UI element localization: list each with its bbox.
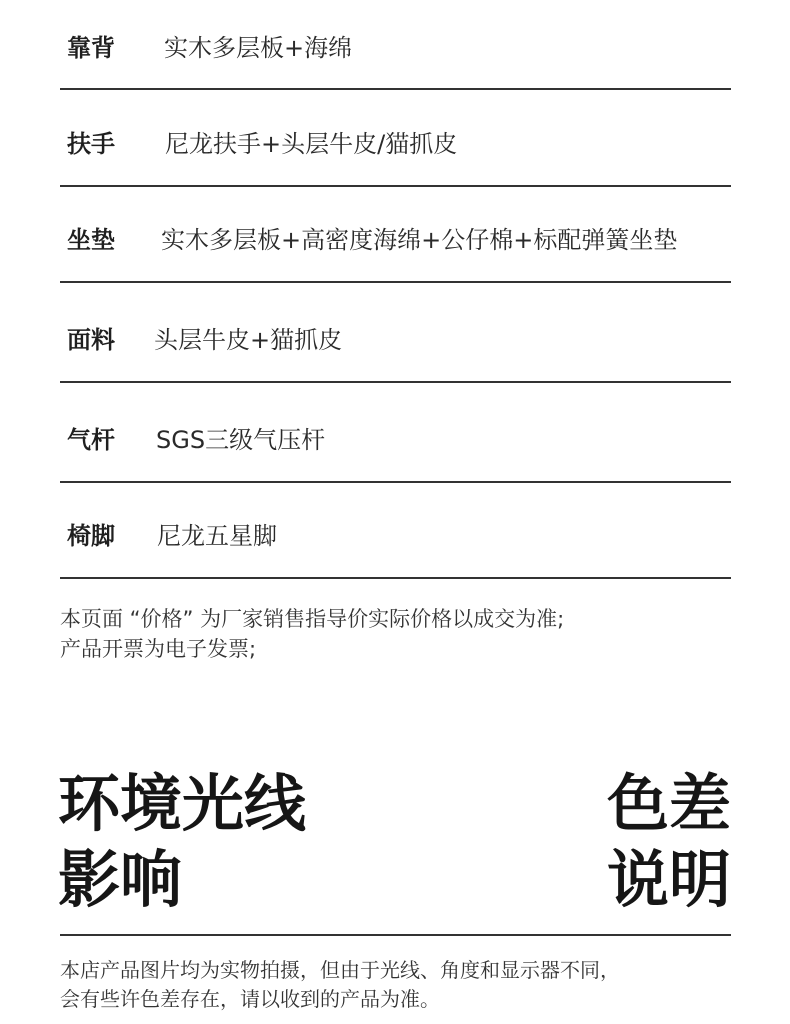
spec-label: 面料 (67, 326, 115, 354)
spec-value: 头层牛皮+猫抓皮 (154, 326, 343, 354)
invoice-note-line: 产品开票为电子发票; (60, 637, 257, 661)
divider (60, 481, 731, 483)
divider (60, 88, 731, 90)
divider (60, 577, 731, 579)
heading-color-difference: 色差 说明 (606, 767, 731, 916)
spec-value: 实木多层板+海绵 (164, 34, 353, 62)
price-note-line: 本页面 “价格” 为厂家销售指导价实际价格以成交为准; (60, 607, 565, 631)
spec-row-armrest (60, 124, 731, 160)
spec-row-chair-base (60, 516, 731, 552)
spec-label: 坐垫 (67, 226, 115, 254)
color-difference-description: 本店产品图片均为实物拍摄，但由于光线、角度和显示器不同， 会有些许色差存在，请以收到的产品为准。 (60, 958, 620, 1011)
spec-label: 椅脚 (67, 522, 115, 550)
spec-row-cushion (60, 220, 731, 256)
spec-value: 尼龙扶手+头层牛皮/猫抓皮 (165, 130, 458, 158)
heading-ambient-light: 环境光线 影响 (58, 767, 307, 916)
divider (60, 281, 731, 283)
spec-row-backrest (60, 28, 731, 64)
spec-value: SGS三级气压杆 (156, 426, 326, 454)
spec-value: 实木多层板+高密度海绵+公仔棉+标配弹簧坐垫 (161, 226, 678, 254)
spec-label: 气杆 (67, 426, 115, 454)
spec-row-fabric (60, 320, 731, 356)
spec-label: 靠背 (67, 34, 115, 62)
price-note (60, 604, 740, 664)
divider (60, 934, 731, 936)
spec-row-gas-lift (60, 420, 731, 456)
spec-label: 扶手 (67, 130, 115, 158)
divider (60, 185, 731, 187)
divider (60, 381, 731, 383)
spec-value: 尼龙五星脚 (157, 522, 277, 550)
